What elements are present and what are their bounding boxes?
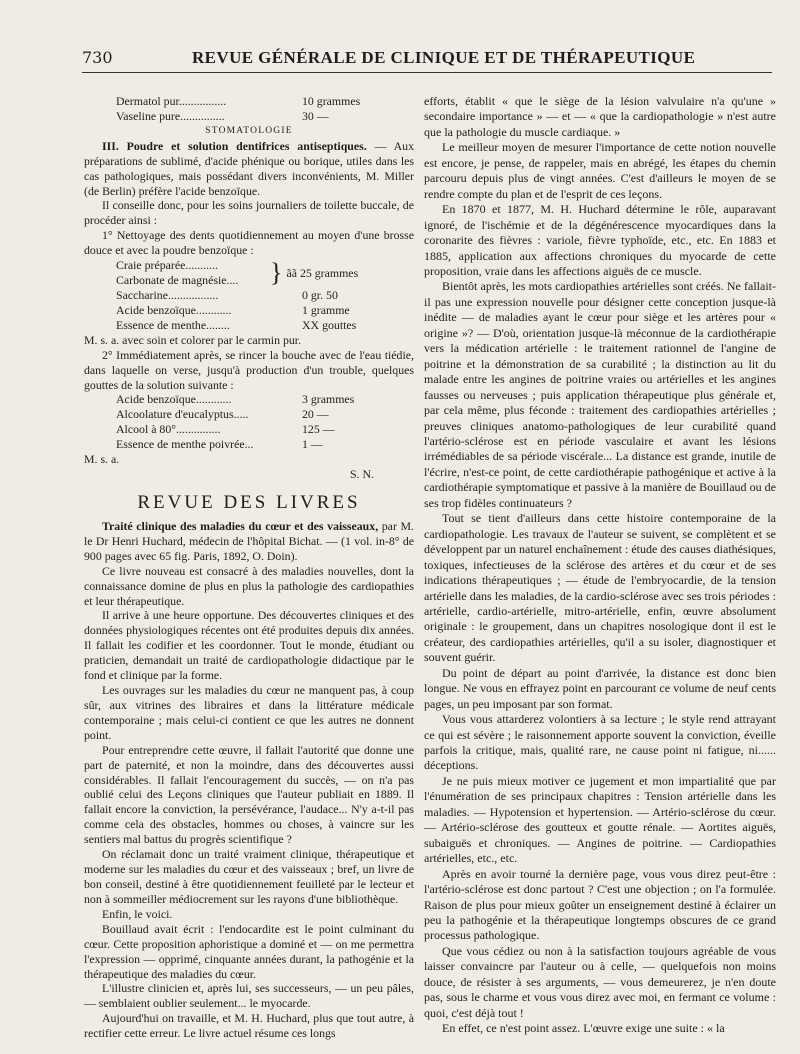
recipe-line: Alcoolature d'eucalyptus..... 20 —	[116, 407, 329, 422]
paragraph: Bouillaud avait écrit : l'endocardite est le point culminant du cœur. Cette proposition aphoristique a dominé et — on me permettra l'expression — opprimé, cinquante années durant, la pathogénie et la thérapeutique des maladies du cœur.	[84, 921, 414, 981]
paragraph: Le meilleur moyen de mesurer l'importance de cette notion nouvelle est encore, je pense, de rappeler, mais en abrégé, les étapes du chemin parcouru depuis plus de vingt années. C'est d'ailleurs le moyen de se rendre compte du plan et de l'esprit de ces leçons.	[424, 140, 776, 201]
paragraph: En effet, ce n'est point assez. L'œuvre exige une suite : « la	[442, 1021, 725, 1036]
paragraph: 1° Nettoyage des dents quotidiennement au moyen d'une brosse douce et avec la poudre benzoïque :	[84, 228, 414, 258]
paragraph: Pour entreprendre cette œuvre, il fallait l'autorité que donne une part de paternité, et non la moindre, dans des découvertes aussi considérables. Il fallait l'encouragement du succès, — on n'a pas oublié celui des Leçons cliniques que l'auteur publiait en 1889. Il fallait encore la conviction, la persévérance, l'audace... N'y a-t-il pas comme cela des obstacles, hommes ou choses, à vaincre sur les sentiers mal battus du progrès scientifique ?	[84, 742, 414, 847]
paragraph: Aujourd'hui on travaille, et M. H. Huchard, plus que tout autre, à rectifier cette erreur. Le livre actuel résume ces longs	[84, 1011, 414, 1041]
paragraph: Il arrive à une heure opportune. Des découvertes cliniques et des données physiologiques récentes ont été produites depuis dix années. Il fallait les codifier et les coordonner. Tout le monde, étudiant ou praticien, demandait un traité de cardiopathologie didactique par le fond et clinique par la forme.	[84, 608, 414, 683]
running-title: REVUE GÉNÉRALE DE CLINIQUE ET DE THÉRAPEUTIQUE	[192, 48, 696, 67]
section-label: STOMATOLOGIE	[205, 125, 293, 136]
paragraph: M. s. a. avec soin et colorer par le carmin pur.	[84, 332, 302, 347]
recipe-line: Saccharine................. 0 gr. 50	[116, 287, 338, 302]
recipe-line: Vaseline pure............... 30 —	[116, 108, 329, 123]
section-title: REVUE DES LIVRES	[137, 491, 361, 513]
paragraph: Bientôt après, les mots cardiopathies artérielles sont créés. Ne fallait-il pas une expression nouvelle pour désigner cette conception jusque-là inédite — de maladies ayant le cœur pour siège et les artères pour « origine »? — D'où, orientation jusque-là méconnue de la cardiothérapie vers la médication artérielle : le traitement rationnel de l'angine de poitrine et la démonstration de sa curabilité ; la distinction au lit du malade entre les angines de poitrine vraies ou artérielles et les angines fausses ou nerveuses ; puis application thérapeutique plus générale et, par cela même, plus féconde : traitement des cardiopathies artérielles ; preuves cliniques anatomo-pathologiques de leur curabilité quand l'artério-sclérose est en période vasculaire et avant les lésions irrémédiables de sa période viscérale... La distance est grande, inutile de l'écrire, n'est-ce point, de cette cardiothérapie pathogénique et active à la cardiothérapie symptomatique et passive à la manière de Bouillaud ou de ses trop fidèles continuateurs ?	[424, 279, 776, 510]
right-column	[424, 94, 776, 1037]
paragraph: Du point de départ au point d'arrivée, la distance est donc bien longue. Ne vous en effrayez point en parcourant ce volume de neuf cents pages, un peu imposant par son format.	[424, 665, 776, 711]
recipe-line: Dermatol pur................ 10 grammes	[116, 94, 361, 108]
left-column	[84, 94, 414, 1041]
paragraph: Enfin, le voici.	[102, 906, 173, 921]
book-reference: Traité clinique des maladies du cœur et des vaisseaux, par M. le Dr Henri Huchard, médecin de l'hôpital Bichat. — (1 vol. in-8° de 900 pages avec 65 fig. Paris, 1892, O. Doin).	[84, 518, 414, 563]
paragraph: efforts, établit « que le siège de la lésion valvulaire n'a qu'une » secondaire importance » — et — « que la cardiopathologie » n'est autre que la pathologie du muscle cardiaque. »	[424, 94, 776, 139]
paragraph: L'illustre clinicien et, après lui, ses successeurs, — un peu pâles, — semblaient oublier seulement... le myocarde.	[84, 981, 414, 1011]
page-number: 730	[82, 48, 113, 67]
page-header	[82, 44, 772, 73]
paragraph: Vous vous attarderez volontiers à sa lecture ; le style rend attrayant ce qui est sévère ; le raisonnement apporte souvent la conviction, éveille parfois la critique, mais, qualité rare, ne cause point ni fatigue, ni...... déceptions.	[424, 712, 776, 773]
signature: S. N.	[349, 467, 374, 482]
paragraph: On réclamait donc un traité vraiment clinique, thérapeutique et moderne sur les maladies du cœur et des vaisseaux ; bref, un livre de bon conseil, destiné à être quotidiennement feuilleté par le lecteur et non à sommeiller médiocrement sur les rayons d'une bibliothèque.	[84, 847, 414, 906]
subsection-title: III. Poudre et solution dentifrices antiseptiques.	[102, 138, 367, 153]
paragraph: M. s. a.	[84, 452, 120, 467]
paragraph: Les ouvrages sur les maladies du cœur ne manquent pas, à coup sûr, aux vitrines des libraires et dans la littérature médicale contemporaine ; mais celui-ci contient ce que les autres ne donnent point.	[84, 683, 414, 742]
paragraph: Il conseille donc, pour les soins journaliers de toilette buccale, de procéder ainsi :	[84, 198, 414, 228]
paragraph: Tout se tient d'ailleurs dans cette histoire contemporaine de la cardiopathologie. Les travaux de l'auteur se suivent, se complètent et se développent par un naturel enchaînement : étude des causes diathésiques, toxiques, infectieuses de la sclérose des artères et du cœur et de ses indications thérapeutiques ; — étude de l'embryocardie, de la tension artérielle dans les maladies, de la cardio-sclérose avec ses trois périodes : artérielle, cardio-artérielle, mitro-artérielle, enfin, œuvre absolument originale : le groupement, dans un chapitres nosologique dont il est le créateur, des cardiopathies artérielles, qu'il a su isoler, diagnostiquer et souvent guérir.	[424, 511, 776, 665]
paragraph: Je ne puis mieux motiver ce jugement et mon impartialité que par l'énumération de ses principaux chapitres : Tension artérielle dans les maladies. — Hypotension et hypertension. — Artério-sclérose du cœur. — Artério-sclérose des goutteux et goutte rénale. — Aortites aiguës, subaiguës et chroniques. — Angines de poitrine. — Cardiopathies artérielles, etc., etc.	[424, 773, 776, 866]
paragraph: Que vous cédiez ou non à la satisfaction toujours agréable de vous laisser convaincre par l'auteur ou à celle, — quelquefois non moins douce, de résister à ses arguments, — vous demeurerez, je n'en doute pas, sous le charme et vous vous direz avec moi, en fermant ce volume : quoi, c'est déjà tout !	[424, 943, 776, 1020]
paragraph: En 1870 et 1877, M. H. Huchard détermine le rôle, auparavant ignoré, de l'ischémie et de la dégénérescence myocardiques dans la coronarite des fièvres : variole, fièvre typhoïde, etc., etc. En 1883 et 1885, application aux affections chroniques du myocarde de cette proposition, vraie dans les affections aiguës de ce muscle.	[424, 202, 776, 278]
recipe-line: Essence de menthe........ XX gouttes	[116, 317, 357, 332]
recipe-line: Alcool à 80°............... 125 —	[116, 422, 335, 437]
paragraph: III. Poudre et solution dentifrices antiseptiques. — Aux préparations de sublimé, d'acide phénique ou borique, utiles dans les cas pathologiques, mais possédant divers inconvénients, M. Miller (de Berlin) préfère l'acide benzoïque.	[84, 138, 414, 198]
recipe-line: Acide benzoïque............ 3 grammes	[116, 392, 355, 407]
paragraph: Ce livre nouveau est consacré à des maladies nouvelles, dont la connaissance domine de plus en plus la pathologie des cardiopathies et leur thérapeutique.	[84, 563, 414, 608]
recipe-brace: Craie préparée........... Carbonate de magnésie.... } ãã 25 grammes	[116, 258, 359, 288]
paragraph: 2° Immédiatement après, se rincer la bouche avec de l'eau tiédie, dans laquelle on verse, jusqu'à production d'un trouble, quelques gouttes de la solution suivante :	[84, 347, 414, 392]
recipe-line: Acide benzoïque............ 1 gramme	[116, 302, 350, 317]
recipe-line: Essence de menthe poivrée... 1 —	[116, 437, 323, 452]
paragraph: Après en avoir tourné la dernière page, vous vous direz peut-être : l'artério-sclérose est donc partout ? C'est une objection ; on l'a formulée. Raison de plus pour mieux goûter un enseignement destiné à éclairer un peu la pathogénie et la thérapeutique longtemps obscures de ce grand processus pathologique.	[424, 866, 776, 943]
